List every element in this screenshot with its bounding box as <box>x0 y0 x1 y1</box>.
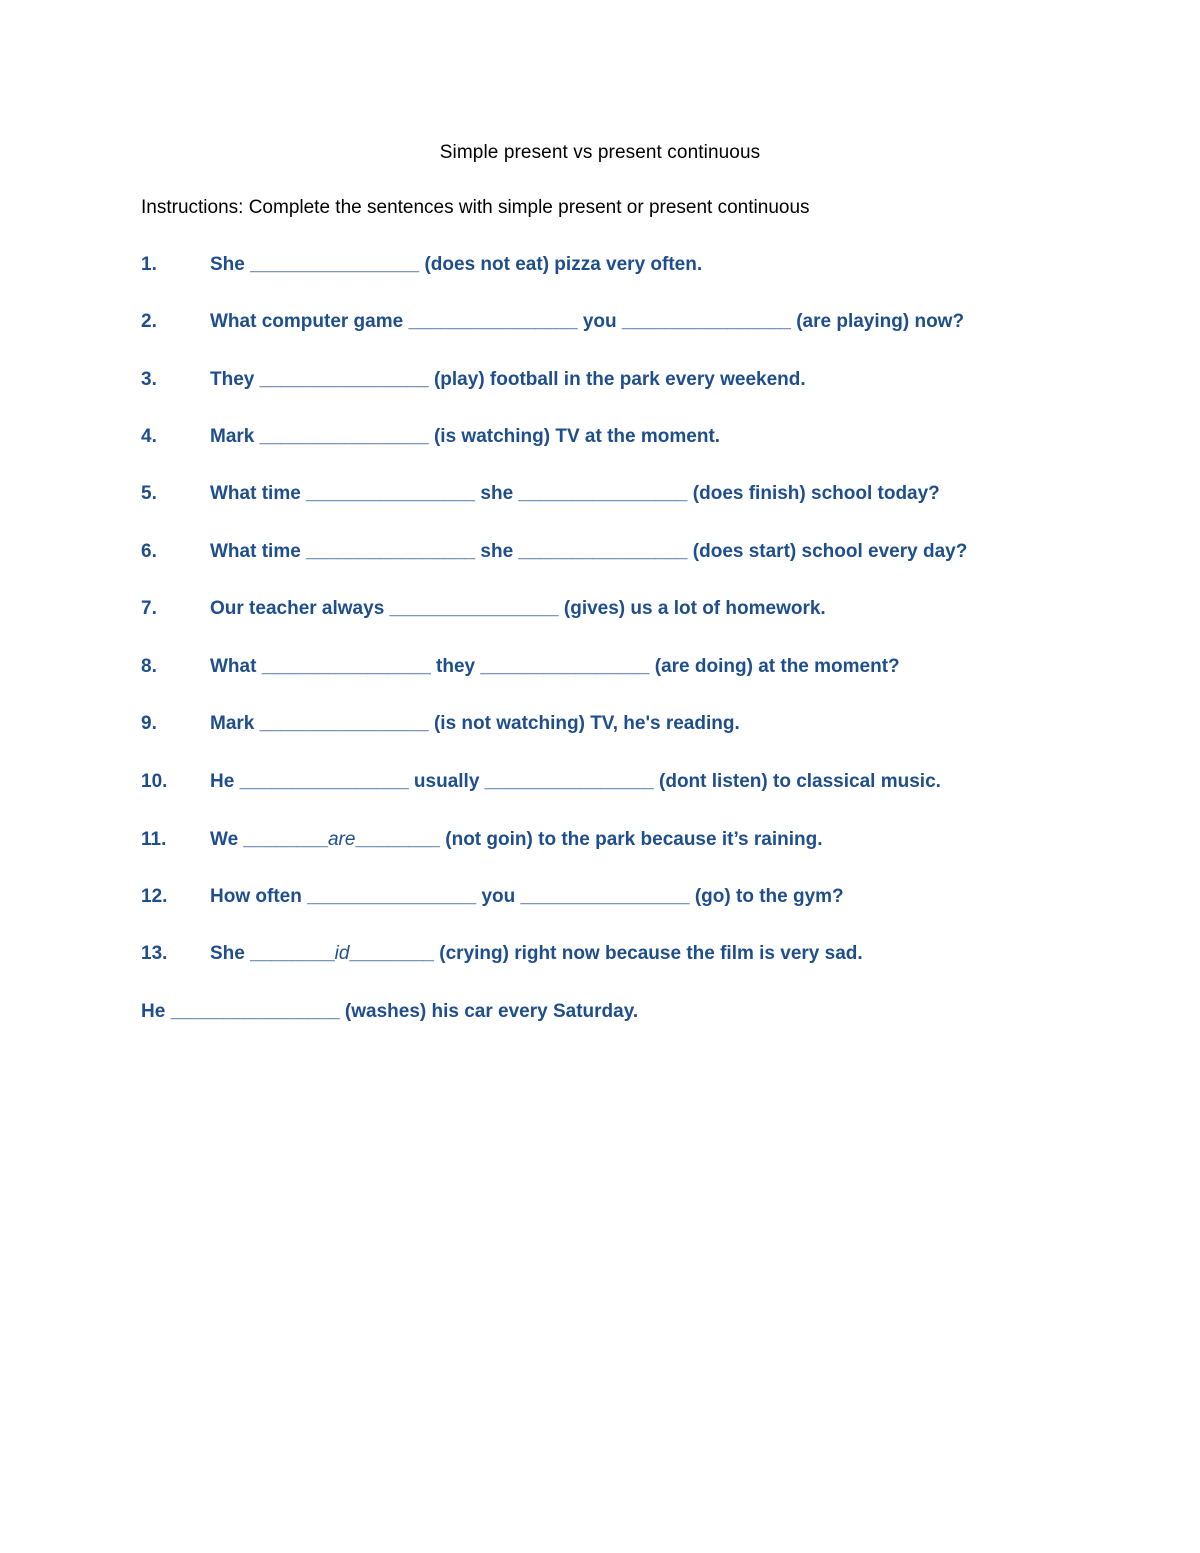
sentence-end: ________ (crying) right now because the film is very sad. <box>349 943 863 964</box>
exercise-sentence: What time ________________ she ________________ (does start) school every day? <box>210 541 968 562</box>
exercise-number: 9. <box>141 713 157 734</box>
sentence-start: She ________ <box>210 943 335 964</box>
handwritten-answer: id <box>334 943 350 964</box>
exercise-number: 7. <box>141 598 157 619</box>
exercise-number: 8. <box>141 656 157 677</box>
page-title: Simple present vs present continuous <box>439 142 761 163</box>
exercise-sentence: He ________________ usually ________________ (dont listen) to classical music. <box>210 771 941 792</box>
exercise-sentence: Our teacher always ________________ (gives) us a lot of homework. <box>210 598 826 619</box>
exercise-sentence <box>210 829 822 851</box>
instructions-text: Instructions: Complete the sentences with simple present or present continuous <box>141 197 810 218</box>
exercise-number: 1. <box>141 254 157 275</box>
exercise-number: 13. <box>141 943 168 964</box>
exercise-number: 3. <box>141 369 157 390</box>
exercise-number: 6. <box>141 541 157 562</box>
exercise-number: 12. <box>141 886 168 907</box>
exercise-sentence <box>210 943 863 965</box>
sentence-end: ________ (not goin) to the park because it’s raining. <box>355 829 823 850</box>
exercise-sentence: What ________________ they ________________ (are doing) at the moment? <box>210 656 900 677</box>
exercise-sentence: What time ________________ she ________________ (does finish) school today? <box>210 483 940 504</box>
exercise-sentence: Mark ________________ (is watching) TV at the moment. <box>210 426 721 447</box>
exercise-number: 11. <box>141 829 167 850</box>
exercise-sentence: He ________________ (washes) his car every Saturday. <box>141 1001 639 1022</box>
exercise-number: 10. <box>141 771 168 792</box>
exercise-sentence: They ________________ (play) football in the park every weekend. <box>210 369 806 390</box>
exercise-sentence: Mark ________________ (is not watching) TV, he's reading. <box>210 713 740 734</box>
sentence-start: We ________ <box>210 829 328 850</box>
exercise-sentence: She ________________ (does not eat) pizza very often. <box>210 254 703 275</box>
exercise-number: 5. <box>141 483 157 504</box>
exercise-sentence: How often ________________ you ________________ (go) to the gym? <box>210 886 844 907</box>
exercise-number: 2. <box>141 311 157 332</box>
handwritten-answer: are <box>327 829 356 850</box>
exercise-number: 4. <box>141 426 157 447</box>
exercise-sentence: What computer game ________________ you ________________ (are playing) now? <box>210 311 965 332</box>
